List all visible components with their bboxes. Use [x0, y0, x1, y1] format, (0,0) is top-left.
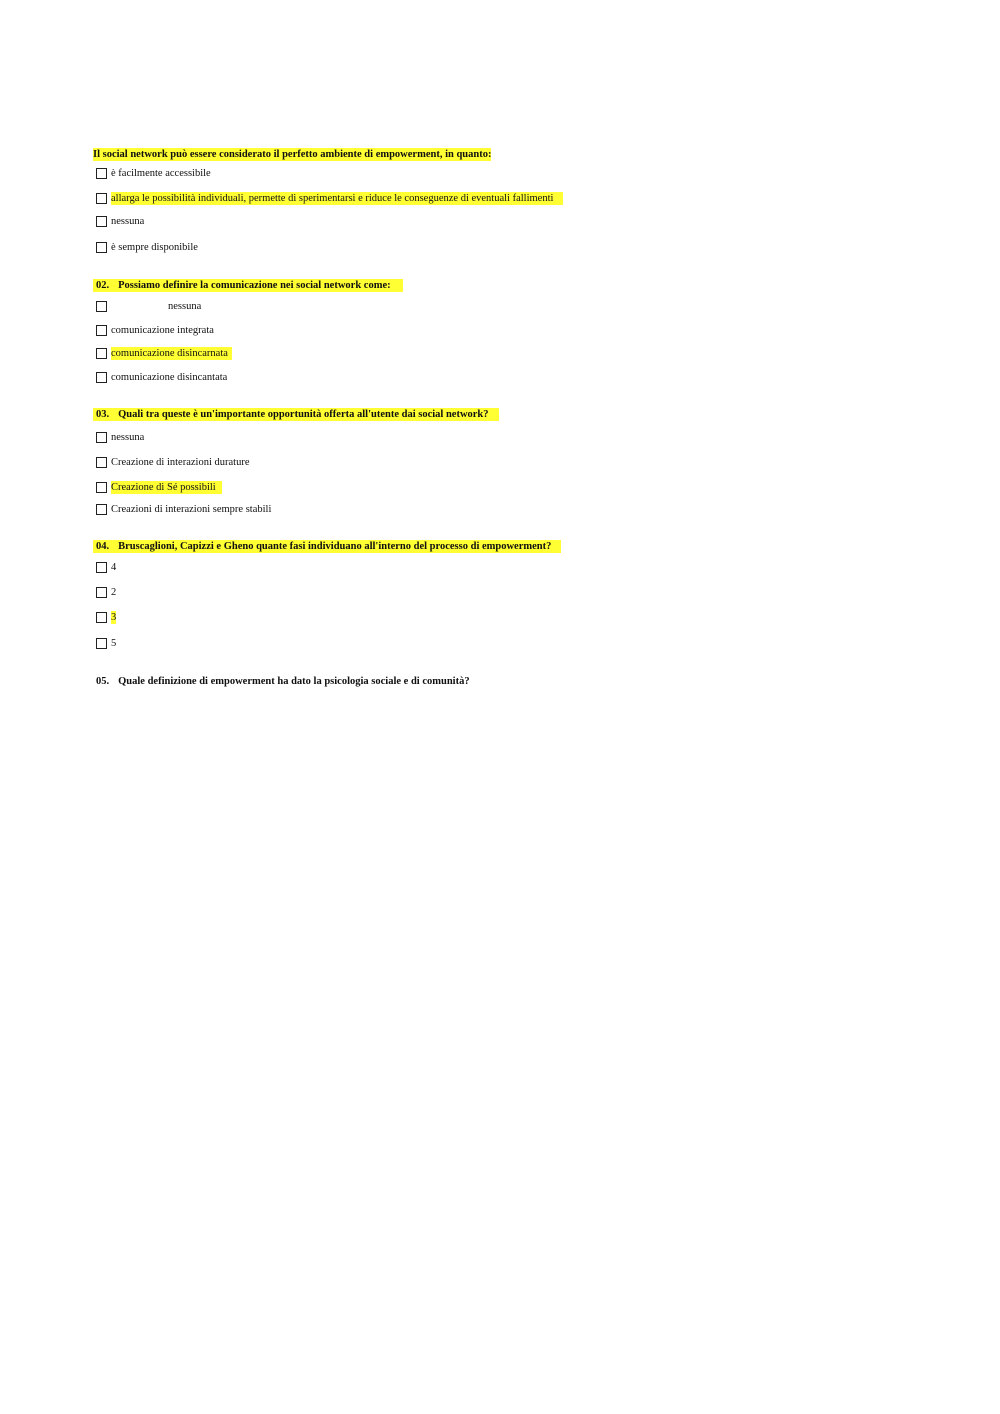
- question-4-option-4[interactable]: [96, 637, 116, 650]
- question-5-number: 05.: [96, 676, 110, 687]
- question-4-text: Bruscaglioni, Capizzi e Gheno quante fasi individuano all'interno del processo di empowerment?: [118, 541, 552, 552]
- question-3-option-4[interactable]: [96, 503, 271, 516]
- checkbox[interactable]: [96, 562, 107, 573]
- option-label: comunicazione disincantata: [111, 372, 228, 383]
- option-label: è facilmente accessibile: [111, 168, 211, 179]
- checkbox[interactable]: [96, 242, 107, 253]
- question-5-text: Quale definizione di empowerment ha dato la psicologia sociale e di comunità?: [118, 676, 470, 687]
- checkbox[interactable]: [96, 168, 107, 179]
- checkbox[interactable]: [96, 587, 107, 598]
- checkbox[interactable]: [96, 638, 107, 649]
- question-1-text: Il social network può essere considerato il perfetto ambiente di empowerment, in quanto:: [93, 149, 492, 160]
- question-3-option-1[interactable]: [96, 431, 144, 444]
- question-2-option-1[interactable]: [96, 300, 201, 313]
- checkbox[interactable]: [96, 372, 107, 383]
- checkbox[interactable]: [96, 216, 107, 227]
- question-2-number: 02.: [96, 280, 110, 291]
- question-4-number: 04.: [96, 541, 110, 552]
- option-label: 3: [111, 612, 117, 623]
- question-3-option-3[interactable]: [96, 481, 222, 494]
- question-1-title: [93, 148, 491, 161]
- checkbox[interactable]: [96, 301, 107, 312]
- option-label: nessuna: [111, 216, 145, 227]
- option-label: 4: [111, 562, 117, 573]
- checkbox[interactable]: [96, 612, 107, 623]
- question-4-option-1[interactable]: [96, 561, 116, 574]
- checkbox[interactable]: [96, 504, 107, 515]
- question-1-option-4[interactable]: [96, 241, 198, 254]
- option-label: è sempre disponibile: [111, 242, 198, 253]
- option-label: Creazioni di interazioni sempre stabili: [111, 504, 272, 515]
- question-1-option-3[interactable]: [96, 215, 144, 228]
- question-4-option-3[interactable]: [96, 611, 116, 624]
- question-2-option-3[interactable]: [96, 347, 232, 360]
- checkbox[interactable]: [96, 457, 107, 468]
- checkbox[interactable]: [96, 432, 107, 443]
- question-2-title: [93, 279, 403, 292]
- question-4-option-2[interactable]: [96, 586, 116, 599]
- checkbox[interactable]: [96, 348, 107, 359]
- question-2-option-2[interactable]: [96, 324, 214, 337]
- option-label: 5: [111, 638, 117, 649]
- question-3-option-2[interactable]: [96, 456, 249, 469]
- option-label: Creazione di interazioni durature: [111, 457, 250, 468]
- question-1-option-2[interactable]: [96, 192, 563, 205]
- question-2-text: Possiamo definire la comunicazione nei social network come:: [118, 280, 391, 291]
- checkbox[interactable]: [96, 482, 107, 493]
- option-label: nessuna: [168, 301, 202, 312]
- checkbox[interactable]: [96, 325, 107, 336]
- option-label: comunicazione integrata: [111, 325, 214, 336]
- option-label: nessuna: [111, 432, 145, 443]
- question-3-title: [93, 408, 499, 421]
- question-3-text: Quali tra queste è un'importante opportunità offerta all'utente dai social network?: [118, 409, 489, 420]
- option-label: Creazione di Sé possibili: [111, 481, 222, 494]
- question-5-title: [96, 675, 470, 688]
- question-4-title: [93, 540, 561, 553]
- checkbox[interactable]: [96, 193, 107, 204]
- option-label: 2: [111, 587, 117, 598]
- option-label: allarga le possibilità individuali, permette di sperimentarsi e riduce le conseguenze di eventuali fallimenti: [111, 192, 563, 205]
- question-2-option-4[interactable]: [96, 371, 227, 384]
- option-label: comunicazione disincarnata: [111, 347, 232, 360]
- question-1-option-1[interactable]: [96, 167, 211, 180]
- question-3-number: 03.: [96, 409, 110, 420]
